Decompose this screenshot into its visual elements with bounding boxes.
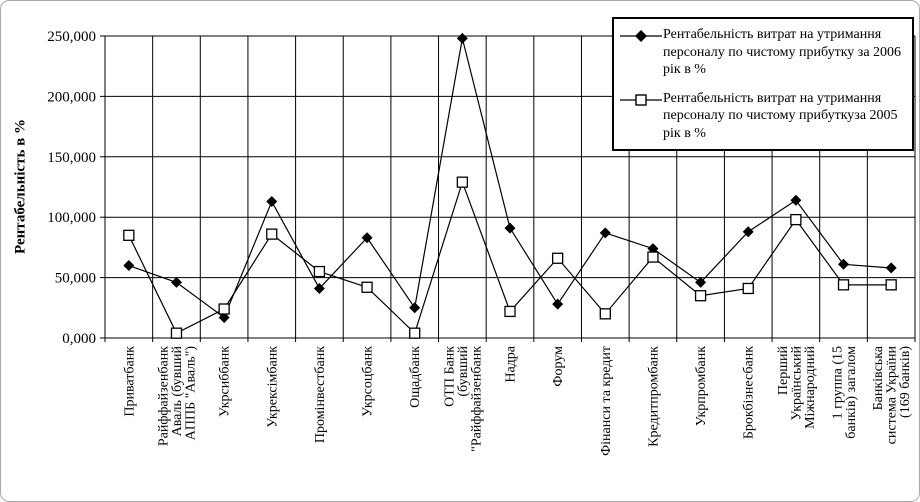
- x-category-label: Укрсоцбанк: [360, 346, 376, 417]
- square-marker: [267, 229, 277, 239]
- square-marker: [219, 304, 229, 314]
- y-axis-title: Рентабельність в %: [12, 119, 29, 254]
- square-marker: [553, 253, 563, 263]
- legend-label-2006: Рентабельність витрат на утримання персоналу по чистому прибутку за 2006 рік в %: [663, 27, 902, 77]
- square-marker: [648, 252, 658, 262]
- y-tick-label: 100,000: [47, 210, 96, 227]
- square-marker: [171, 328, 181, 338]
- legend-diamond-marker-icon: [619, 29, 663, 43]
- square-marker: [505, 306, 515, 316]
- x-category-label: Укрсиббанк: [217, 346, 233, 417]
- diamond-marker: [171, 277, 182, 288]
- y-tick-label: 50,000: [54, 270, 96, 287]
- x-category-label: Аваль (бувший: [169, 346, 185, 437]
- x-category-label: (бувший: [455, 346, 471, 397]
- x-category-label: "Райффайзенбанк: [469, 346, 485, 452]
- legend-item-2005: [619, 90, 908, 143]
- legend: [612, 17, 914, 151]
- square-marker: [839, 280, 849, 290]
- x-category-label: 1 группа (15: [830, 346, 846, 420]
- square-marker: [314, 267, 324, 277]
- diamond-marker: [505, 223, 516, 234]
- x-category-label: Банківська: [871, 346, 887, 411]
- x-category-label: система України: [884, 346, 900, 445]
- x-category-label: Укрпромбанк: [694, 346, 710, 427]
- x-category-label: Кредитпромбанк: [646, 346, 662, 447]
- square-marker: [886, 280, 896, 290]
- legend-label-2005: Рентабельність витрат на утримання персоналу по чистому прибуткуза 2005 рік в %: [663, 90, 898, 141]
- x-category-label: Брокбізнесбанк: [741, 346, 757, 440]
- diamond-marker: [409, 302, 420, 313]
- x-category-label: Приватбанк: [122, 346, 138, 417]
- x-category-label: Фінанси та кредит: [598, 346, 614, 456]
- diamond-marker: [123, 260, 134, 271]
- diamond-marker: [886, 262, 897, 273]
- x-category-label: Перший: [775, 346, 791, 396]
- legend-item-2006: [619, 26, 908, 79]
- x-category-label: Надра: [503, 346, 519, 383]
- square-marker: [362, 282, 372, 292]
- x-category-label: ОТП Банк: [442, 346, 458, 407]
- legend-square-marker-icon: [619, 93, 663, 107]
- diamond-marker: [266, 196, 277, 207]
- x-category-labels: [122, 345, 913, 456]
- y-tick-labels: [47, 29, 96, 347]
- square-marker: [791, 215, 801, 225]
- x-category-label: Ощадбанк: [408, 346, 424, 408]
- square-marker: [410, 328, 420, 338]
- x-category-label: Промінвестбанк: [312, 346, 328, 444]
- diamond-marker: [600, 227, 611, 238]
- square-marker: [743, 283, 753, 293]
- y-tick-label: 200,000: [47, 89, 96, 106]
- square-marker: [600, 309, 610, 319]
- x-category-label: АППБ "Аваль"): [183, 346, 199, 441]
- square-marker: [457, 177, 467, 187]
- square-marker: [696, 291, 706, 301]
- x-category-label: Міжнародний: [802, 346, 818, 429]
- x-category-label: Український: [789, 346, 805, 421]
- diamond-marker: [552, 299, 563, 310]
- square-marker: [124, 230, 134, 240]
- x-category-label: Райффайзенбанк: [156, 346, 172, 447]
- diamond-marker: [457, 33, 468, 44]
- x-category-label: банків) загалом: [843, 346, 859, 439]
- diamond-marker: [838, 259, 849, 270]
- x-category-label: Форум: [551, 346, 567, 387]
- series-1: [124, 177, 896, 338]
- x-category-label: (169 банків): [898, 346, 914, 418]
- y-tick-label: 150,000: [47, 149, 96, 166]
- x-category-label: Укрексімбанк: [265, 346, 281, 428]
- y-tick-label: 250,000: [47, 29, 96, 45]
- diamond-marker: [790, 195, 801, 206]
- y-tick-label: 0,000: [62, 331, 96, 347]
